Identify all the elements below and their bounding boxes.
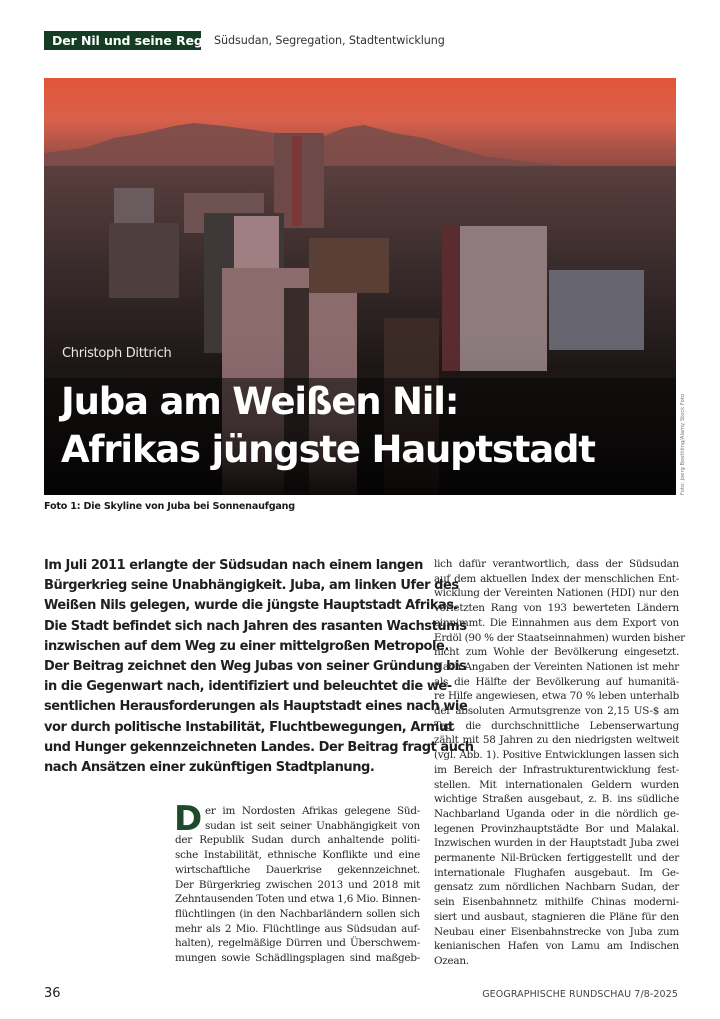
body-line: einnimmt. Die Einnahmen aus dem Export von — [434, 616, 679, 629]
body-line: Nachbarland Uganda oder in die nördlich ge- — [434, 807, 679, 820]
author-name: Christoph Dittrich — [62, 346, 172, 361]
body-line: er im Nordosten Afrikas gelegene Süd- — [204, 805, 420, 817]
lead-line: inzwischen auf dem Weg zu einer mittelgroßen Metropole. — [44, 638, 449, 654]
body-line: der absoluten Armutsgrenze von 2,15 US-$ am — [434, 705, 679, 718]
body-line: nicht zum Wohle der Bevölkerung eingesetzt. — [434, 646, 679, 659]
section-tag: Der Nil und seine Region — [44, 31, 201, 50]
building — [109, 223, 179, 298]
body-line: im Bereich der Infrastrukturentwicklung fest- — [434, 763, 679, 776]
body-line: Erdöl (90 % der Staatseinnahmen) wurden bisher — [434, 631, 685, 644]
body-line: Neubau einer Eisenbahnstrecke von Juba zum — [434, 925, 679, 938]
body-line: lich dafür verantwortlich, dass der Südsudan — [434, 558, 679, 570]
body-line: sein Eisenbahnnetz mithilfe Chinas moderni- — [434, 896, 679, 909]
building — [309, 238, 389, 293]
article-title — [61, 378, 595, 474]
body-line: Tag, die durchschnittliche Lebenserwartung — [434, 719, 679, 732]
body-line: Ozean. — [434, 954, 469, 967]
lead-line: nach Ansätzen einer zukünftigen Stadtplanung. — [44, 760, 375, 776]
body-line: Inzwischen wurden in der Hauptstadt Juba zwei — [434, 837, 679, 850]
body-line: permanente Nil-Brücken fertiggestellt und der — [434, 852, 679, 865]
journal-footer: GEOGRAPHISCHE RUNDSCHAU 7/8-2025 — [482, 989, 678, 1000]
body-line: mehr als 2 Mio. Flüchtlinge aus Südsudan auf- — [175, 922, 420, 935]
lead-line: Bürgerkrieg seine Unabhängigkeit. Juba, am linken Ufer des — [44, 578, 459, 594]
lead-paragraph — [44, 556, 474, 778]
body-line: wicklung der Vereinten Nationen (HDI) nur den — [434, 587, 679, 600]
body-line: kenianischen Hafen von Lamu am Indischen — [434, 940, 679, 953]
body-line: vorletzten Rang von 193 bewerteten Ländern — [434, 602, 679, 615]
photo-credit: Foto: Joerg Boethling/Alamy Stock Foto — [680, 393, 686, 495]
body-line: internationale Flughafen ausgebaut. Im Ge- — [434, 866, 679, 879]
lead-line: und Hunger gekennzeichneten Landes. Der Beitrag fragt auch — [44, 739, 474, 755]
hero-photo — [44, 78, 676, 495]
title-line: Juba am Weißen Nil: — [61, 380, 459, 423]
photo-caption: Foto 1: Die Skyline von Juba bei Sonnenaufgang — [44, 501, 295, 512]
lead-line: Weißen Nils gelegen, wurde die jüngste Hauptstadt Afrikas. — [44, 598, 459, 614]
body-line: sche Instabilität, ethnische Konflikte und eine — [175, 849, 420, 862]
body-line: legenen Provinzhauptstädte Bor und Malakal. — [434, 822, 679, 835]
lead-line: vor durch politische Instabilität, Fluchtbewegungen, Armut — [44, 719, 454, 735]
body-line: Zehntausenden Toten und etwa 1,6 Mio. Binnen- — [175, 893, 421, 906]
body-line: zählt mit 58 Jahren zu den niedrigsten weltweit — [434, 734, 679, 747]
lead-line: sentlichen Herausforderungen als Hauptstadt eines nach wie — [44, 699, 468, 715]
body-line: siert und ausbaut, stagnieren die Pläne für den — [434, 910, 679, 923]
lead-line: Die Stadt befindet sich nach Jahren des rasanten Wachstums — [44, 618, 467, 634]
body-column-right — [434, 557, 685, 969]
drop-cap: D — [174, 799, 202, 839]
body-line: wirtschaftliche Dauerkrise gekennzeichnet. — [175, 863, 420, 876]
section-header — [44, 30, 445, 50]
body-line: Der Bürgerkrieg zwischen 2013 und 2018 mit — [175, 878, 420, 891]
body-line: wichtige Straßen ausgebaut, z. B. ins südliche — [434, 793, 679, 806]
page-number: 36 — [44, 986, 61, 1001]
tower-stripe — [292, 136, 302, 226]
keywords: Südsudan, Segregation, Stadtentwicklung — [214, 33, 445, 47]
body-line: sudan ist seit seiner Unabhängigkeit von — [204, 819, 420, 832]
body-line: halten), regelmäßige Dürren und Überschwem- — [175, 937, 420, 950]
body-line: gensatz zum nördlichen Nachbarn Sudan, der — [434, 881, 679, 894]
body-line: auf dem aktuellen Index der menschlichen Ent- — [434, 572, 679, 585]
body-line: flüchtlingen (in den Nachbarländern sollen sich — [175, 907, 420, 920]
body-line: mungen sowie Schädlingsplagen sind maßgeb- — [175, 952, 420, 965]
building — [114, 188, 154, 228]
body-line: der Republik Sudan durch anhaltende politi- — [175, 834, 420, 847]
lead-line: Der Beitrag zeichnet den Weg Jubas von seiner Gründung bis — [44, 659, 467, 675]
body-column-middle — [174, 799, 421, 966]
lead-line: in die Gegenwart nach, identifiziert und beleuchtet die we- — [44, 679, 452, 695]
title-line: Afrikas jüngste Hauptstadt — [61, 428, 595, 471]
body-line: (vgl. Abb. 1). Positive Entwicklungen lassen sich — [434, 749, 679, 762]
body-line: stellen. Mit internationalen Geldern wurden — [434, 778, 679, 791]
body-line: als die Hälfte der Bevölkerung auf humanitä- — [434, 675, 679, 688]
body-line: re Hilfe angewiesen, etwa 70 % leben unterhalb — [434, 690, 679, 703]
body-line: Nach Angaben der Vereinten Nationen ist mehr — [434, 660, 679, 673]
lead-line: Im Juli 2011 erlangte der Südsudan nach einem langen — [44, 558, 423, 573]
